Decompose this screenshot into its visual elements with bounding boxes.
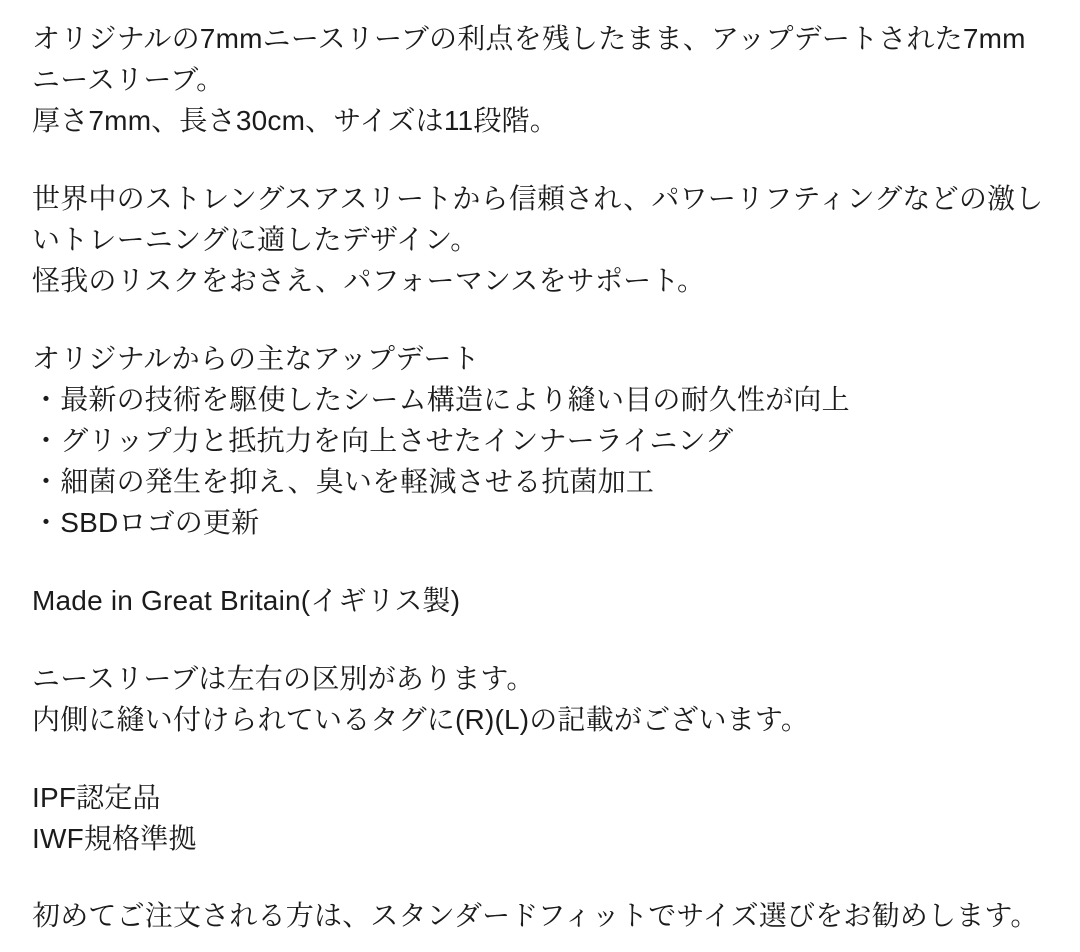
- intro-line-2: 厚さ7mm、長さ30cm、サイズは11段階。: [32, 105, 558, 136]
- sizing-line-1: 初めてご注文される方は、スタンダードフィットでサイズ選びをお勧めします。: [32, 900, 1039, 931]
- sizing-paragraph: [32, 895, 1050, 936]
- list-item: ・細菌の発生を抑え、臭いを軽減させる抗菌加工: [32, 466, 655, 497]
- intro-text: [32, 18, 1050, 141]
- handedness-line-2: 内側に縫い付けられているタグに(R)(L)の記載がございます。: [32, 704, 810, 735]
- handedness-text: [32, 658, 1050, 740]
- spacer-3: [32, 543, 1050, 580]
- origin-paragraph: [32, 580, 1050, 621]
- certifications-text: [32, 777, 1050, 859]
- spacer-4: [32, 621, 1050, 658]
- origin-line: Made in Great Britain(イギリス製): [32, 585, 461, 616]
- spacer-2: [32, 301, 1050, 338]
- certifications-paragraph: [32, 777, 1050, 859]
- trust-line-1: 世界中のストレングスアスリートから信頼され、パワーリフティングなどの激しいトレーニングに適したデザイン。: [32, 183, 1044, 255]
- list-item: ・最新の技術を駆使したシーム構造により縫い目の耐久性が向上: [32, 384, 850, 415]
- trust-paragraph: [32, 178, 1050, 301]
- certification-line-2: IWF規格準拠: [32, 823, 197, 854]
- certification-line-1: IPF認定品: [32, 782, 161, 813]
- trust-text: [32, 178, 1050, 301]
- list-item: ・グリップ力と抵抗力を向上させたインナーライニング: [32, 425, 734, 456]
- spacer-6: [32, 859, 1050, 895]
- spacer-1: [32, 141, 1050, 178]
- spacer-5: [32, 740, 1050, 777]
- handedness-line-1: ニースリーブは左右の区別があります。: [32, 663, 535, 694]
- updates-section: [32, 338, 1050, 543]
- list-item: ・SBDロゴの更新: [32, 507, 260, 538]
- updates-heading: オリジナルからの主なアップデート: [32, 343, 480, 374]
- updates-list: [32, 379, 1050, 543]
- intro-line-1: オリジナルの7mmニースリーブの利点を残したまま、アップデートされた7mmニースリーブ。: [32, 23, 1026, 95]
- intro-paragraph: [32, 18, 1050, 141]
- handedness-paragraph: [32, 658, 1050, 740]
- trust-line-2: 怪我のリスクをおさえ、パフォーマンスをサポート。: [32, 265, 706, 296]
